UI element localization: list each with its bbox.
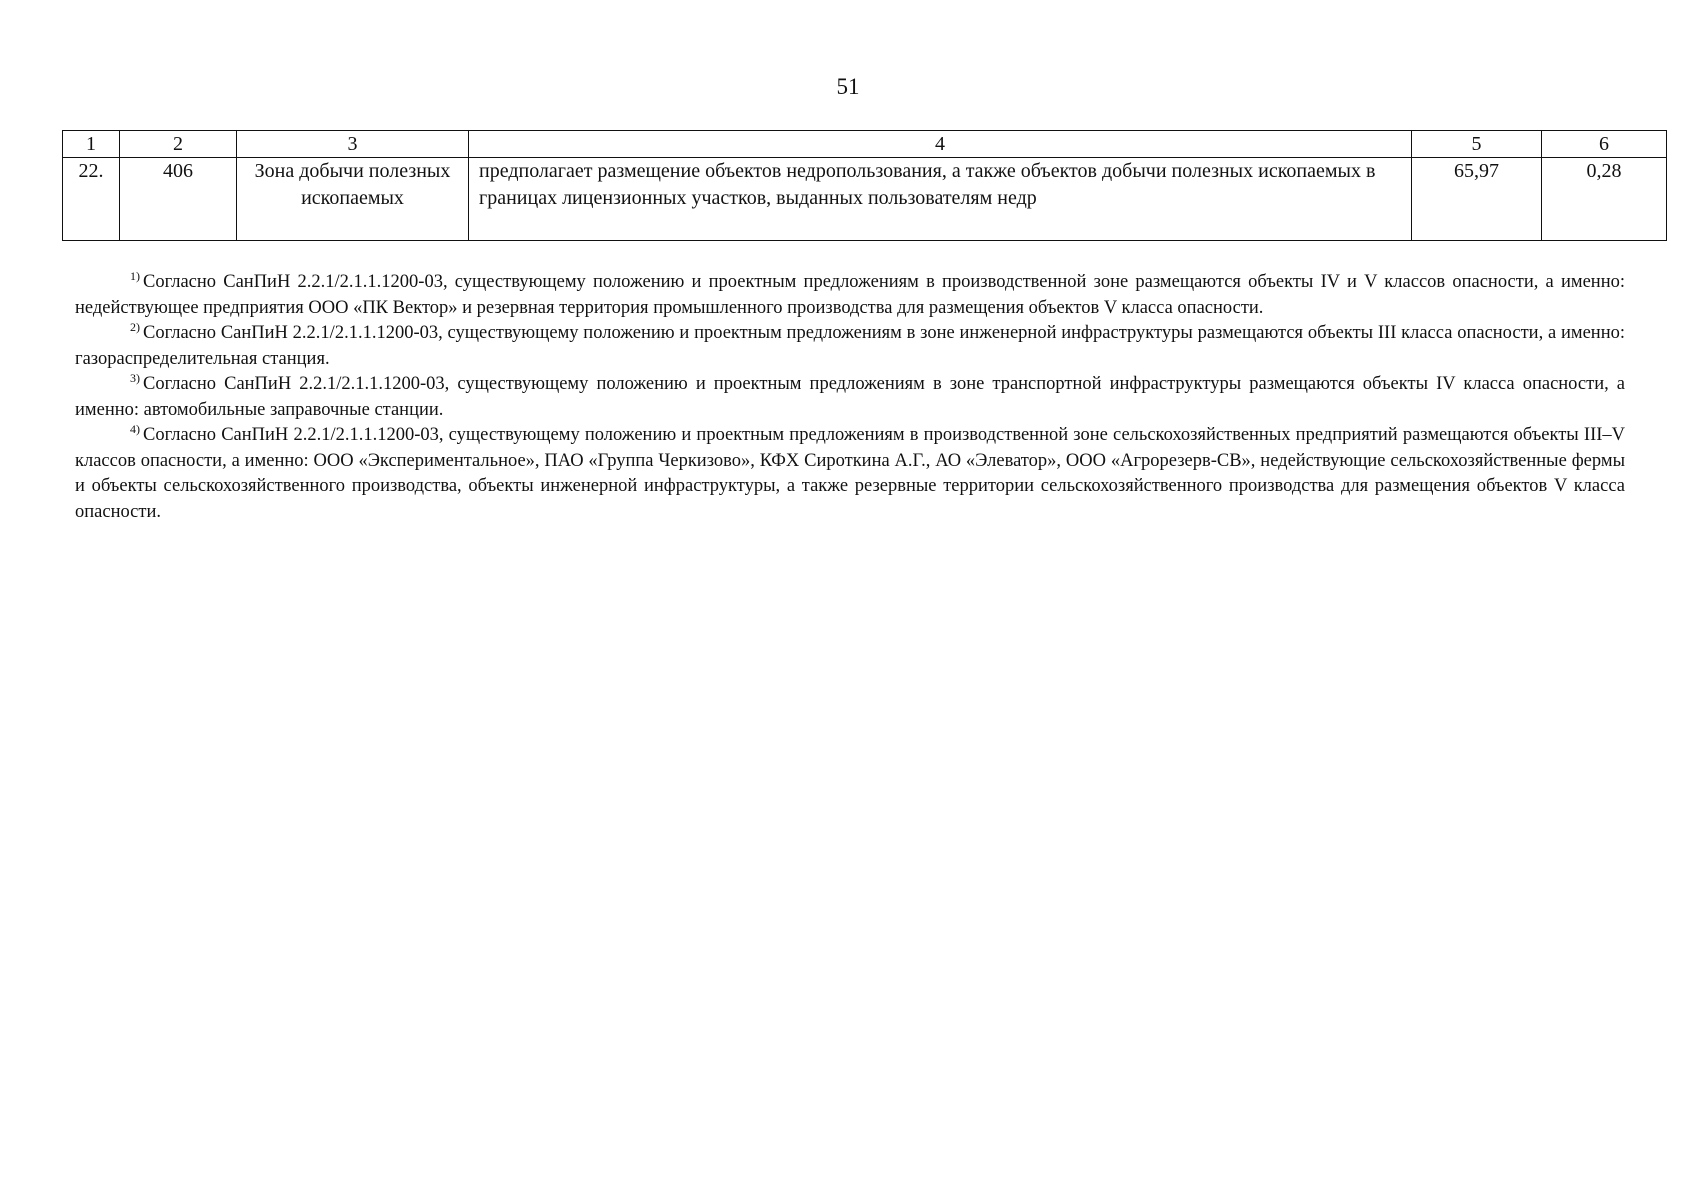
footnote-mark: 3): [130, 371, 140, 385]
footnote-text: Согласно СанПиН 2.2.1/2.1.1.1200-03, существующему положению и проектным предложениям в зоне инженерной инфраструктуры размещаются объекты III класса опасности, а именно: газораспределительная станция.: [75, 323, 1625, 369]
zone-share-cell: 0,28: [1542, 158, 1667, 241]
footnote-text: Согласно СанПиН 2.2.1/2.1.1.1200-03, существующему положению и проектным предложениям в производственной зоне размещаются объекты IV и V классов опасности, а именно: недействующее предприятия ООО «ПК Вектор» и резервная территория промышленного производства для размещения объектов V класса опасности.: [75, 272, 1625, 318]
header-cell: 5: [1412, 131, 1542, 158]
page-number: 51: [836, 74, 860, 99]
header-cell: 3: [237, 131, 469, 158]
footnote-3: [75, 372, 1625, 423]
zone-description-cell: предполагает размещение объектов недропользования, а также объектов добычи полезных ископаемых в границах лицензионных участков, выданных пользователям недр: [469, 158, 1412, 241]
footnote-mark: 1): [130, 269, 140, 283]
header-cell: 6: [1542, 131, 1667, 158]
table-header-row: [63, 131, 1667, 158]
zone-name-cell: Зона добычи полезных ископаемых: [237, 158, 469, 241]
header-cell: 1: [63, 131, 120, 158]
footnote-mark: 2): [130, 320, 140, 334]
footnote-text: Согласно СанПиН 2.2.1/2.1.1.1200-03, существующему положению и проектным предложениям в производственной зоне сельскохозяйственных предприятий размещаются объекты III–V классов опасности, а именно: ООО «Экспериментальное», ПАО «Группа Черкизово», КФХ Сироткина А.Г., АО «Элеватор», ООО «Агрорезерв-СВ», недействующие сельскохозяйственные фермы и объекты сельскохозяйственного производства, объекты инженерной инфраструктуры, а также резервные территории сельскохозяйственного производства для размещения объектов V класса опасности.: [75, 425, 1625, 522]
footnote-2: [75, 321, 1625, 372]
footnote-text: Согласно СанПиН 2.2.1/2.1.1.1200-03, существующему положению и проектным предложениям в зоне транспортной инфраструктуры размещаются объекты IV класса опасности, а именно: автомобильные заправочные станции.: [75, 374, 1625, 420]
header-cell: 2: [120, 131, 237, 158]
footnotes: [75, 270, 1625, 525]
row-number-cell: 22.: [63, 158, 120, 241]
table-row: [63, 158, 1667, 241]
zones-table: [62, 130, 1667, 241]
footnote-mark: 4): [130, 422, 140, 436]
footnote-4: [75, 423, 1625, 525]
zone-area-cell: 65,97: [1412, 158, 1542, 241]
zone-code-cell: 406: [120, 158, 237, 241]
header-cell: 4: [469, 131, 1412, 158]
footnote-1: [75, 270, 1625, 321]
